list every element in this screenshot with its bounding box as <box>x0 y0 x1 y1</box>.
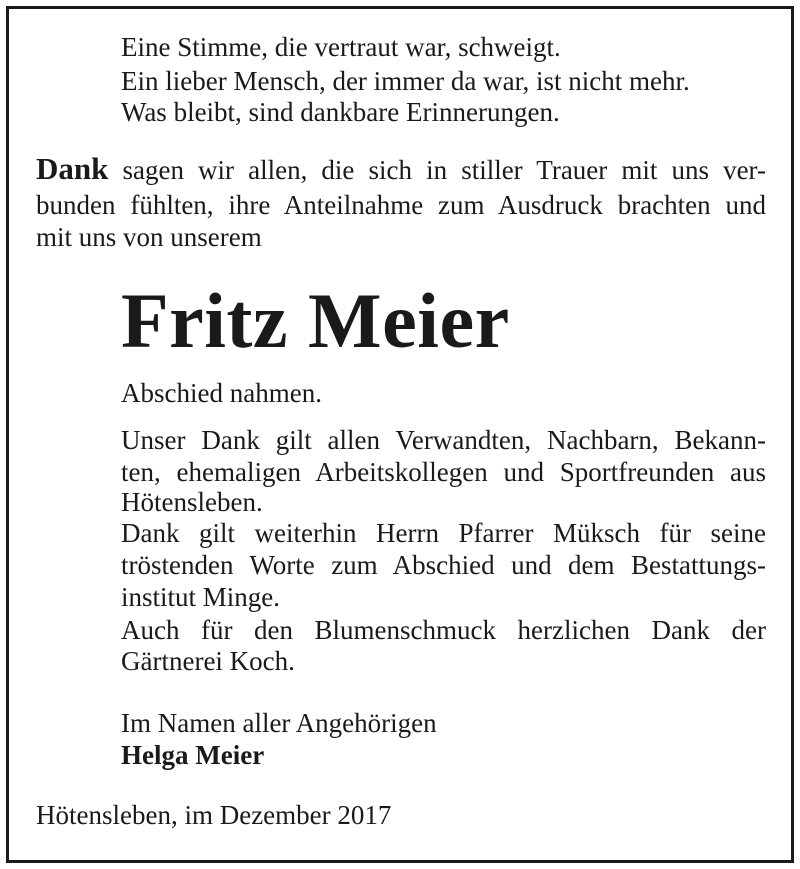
intro-line-1 <box>36 153 766 184</box>
thanks-line-5: tröstenden Worte zum Abschied und dem Bestattungs- <box>121 550 766 580</box>
deceased-name: Fritz Meier <box>121 277 510 364</box>
signature-intro: Im Namen aller Angehörigen <box>121 708 437 738</box>
farewell-line: Abschied nahmen. <box>121 378 322 408</box>
thanks-line-4: Dank gilt weiterhin Herrn Pfarrer Müksch für seine <box>121 518 766 548</box>
intro-line-2: bunden fühlten, ihre Anteilnahme zum Ausdruck brachten und <box>36 190 766 220</box>
intro-line-1-rest: sagen wir allen, die sich in stiller Trauer mit uns ver- <box>122 155 766 185</box>
thanks-line-1: Unser Dank gilt allen Verwandten, Nachbarn, Bekann- <box>121 425 766 455</box>
signature-name: Helga Meier <box>121 740 265 770</box>
verse-line-3: Was bleibt, sind dankbare Erinnerungen. <box>121 97 560 127</box>
thanks-line-8: Gärtnerei Koch. <box>121 646 295 676</box>
thanks-line-6: institut Minge. <box>121 582 281 612</box>
verse-line-1: Eine Stimme, die vertraut war, schweigt. <box>121 32 561 62</box>
thanks-line-3: Hötensleben. <box>121 487 263 517</box>
place-date: Hötensleben, im Dezember 2017 <box>36 800 392 830</box>
verse-line-2: Ein lieber Mensch, der immer da war, ist nicht mehr. <box>121 66 690 96</box>
thanks-line-2: ten, ehemaligen Arbeitskollegen und Sportfreunden aus <box>121 457 766 487</box>
intro-line-3: mit uns von unserem <box>36 222 262 252</box>
dank-lead-word: Dank <box>36 151 109 186</box>
thanks-line-7: Auch für den Blumenschmuck herzlichen Dank der <box>121 615 766 645</box>
